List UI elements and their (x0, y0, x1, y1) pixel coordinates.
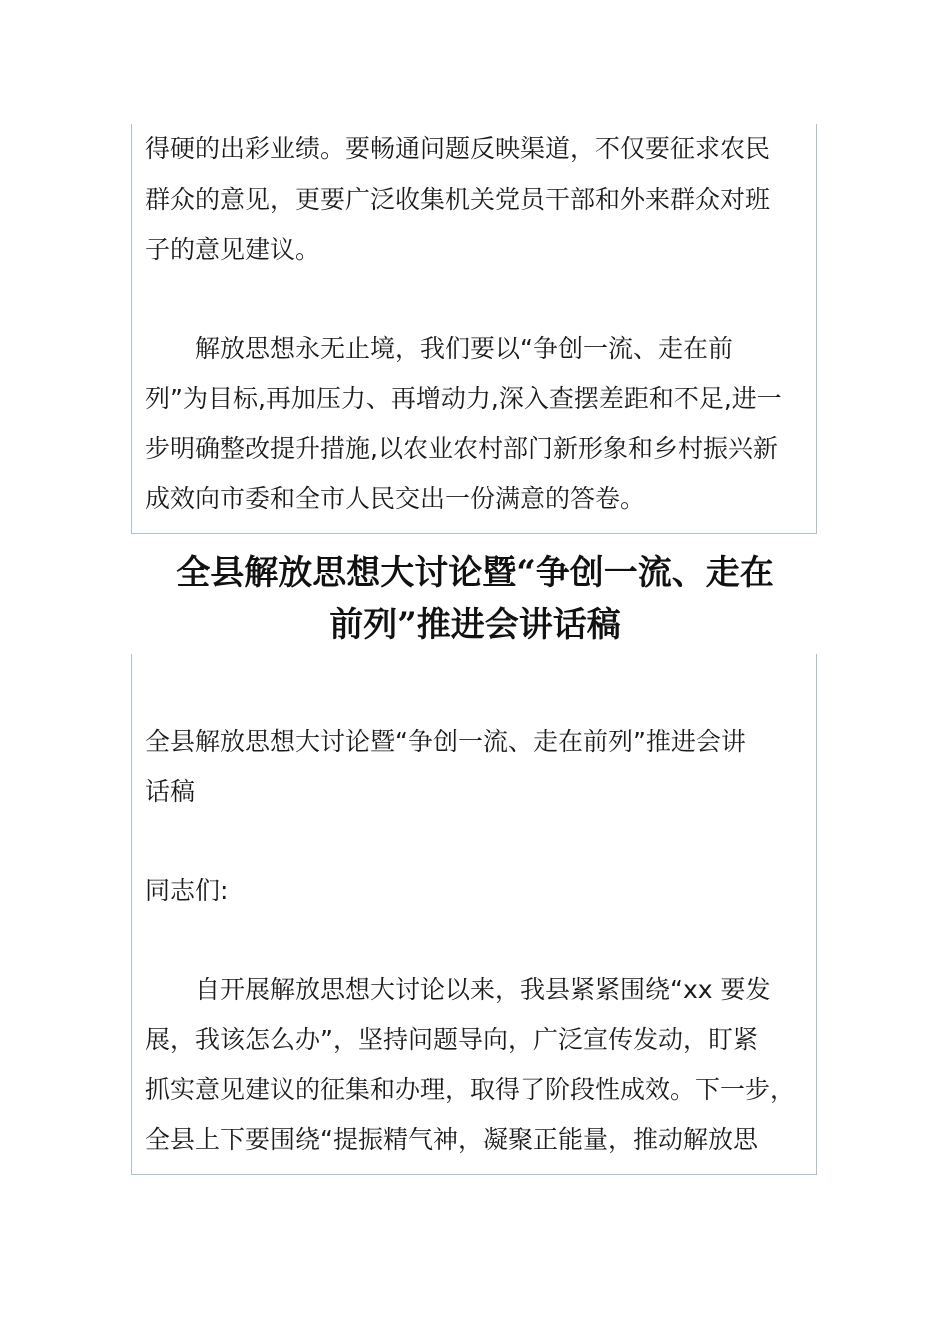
paragraph-line: 话稿 (145, 777, 196, 806)
paragraph-line: 列”为目标,再加压力、再增动力,深入查摆差距和不足,进一 (145, 384, 782, 413)
text-panel-bottom (131, 654, 817, 1175)
paragraph-line: 得硬的出彩业绩。要畅通问题反映渠道，不仅要征求农民 (145, 134, 771, 163)
paragraph-line: 成效向市委和全市人民交出一份满意的答卷。 (145, 484, 646, 513)
paragraph-line: 子的意见建议。 (145, 235, 321, 264)
salutation: 同志们: (145, 876, 229, 905)
paragraph-line: 全县上下要围绕“提振精气神，凝聚正能量，推动解放思 (145, 1125, 758, 1154)
document-title-line1: 全县解放思想大讨论暨“争创一流、走在 (176, 553, 774, 593)
text-panel-top (131, 124, 817, 534)
paragraph-line: 步明确整改提升措施,以农业农村部门新形象和乡村振兴新 (145, 434, 778, 463)
paragraph-line: 解放思想永无止境，我们要以“争创一流、走在前 (145, 334, 733, 363)
paragraph-line: 自开展解放思想大讨论以来，我县紧紧围绕“xx 要发 (145, 975, 771, 1004)
paragraph-line: 展，我该怎么办”，坚持问题导向，广泛宣传发动，盯紧 (145, 1025, 758, 1054)
paragraph-line: 抓实意见建议的征集和办理，取得了阶段性成效。下一步， (145, 1075, 796, 1104)
paragraph-line: 全县解放思想大讨论暨“争创一流、走在前列”推进会讲 (145, 727, 746, 756)
paragraph-line: 群众的意见，更要广泛收集机关党员干部和外来群众对班 (145, 185, 771, 214)
document-title-line2: 前列”推进会讲话稿 (329, 605, 621, 645)
